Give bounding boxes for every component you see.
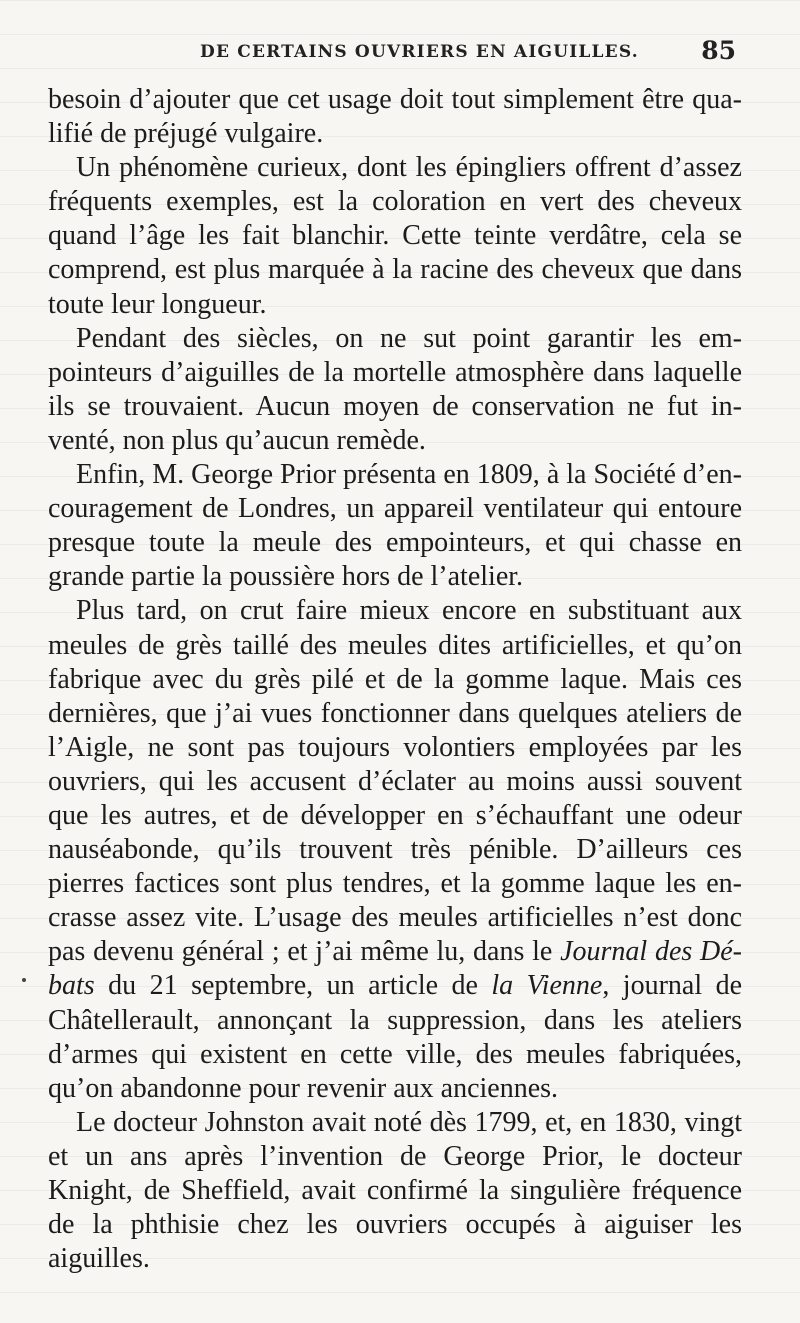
text-segment: , journal de Châtellerault, annonçant la suppression, dans les ateliers d’armes qui existent en cette ville, des meules fabriquées, qu’on abandonne pour revenir aux anciennes. [48, 970, 743, 1104]
text-segment: Le docteur Johnston avait noté dès 1799, et, en 1830, vingt et un ans après l’invention de George Prior, le docteur Knight, de Sheffield, avait confirmé la singulière fréquence de la phthisie chez les ouvriers occupés à aiguiser les aiguilles. [48, 1106, 742, 1275]
paragraph [48, 458, 742, 594]
body-text [48, 83, 742, 1276]
text-segment: Plus tard, on crut faire mieux encore en substituant aux meules de grès taillé des meules dites artificielles, et qu’on fabrique avec du grès pilé et de la gomme laque. Mais ces dernières, que j’ai vues fonctionner dans quelques ateliers de l’Aigle, ne sont pas toujours volontiers employées par les ouvriers, qui les accusent d’éclater au moins aussi souvent que les autres, et de développer en s’échauffant une odeur nauséabonde, qu’ils trouvent très pénible. D’ailleurs ces pierres factices sont plus tendres, et la gomme laque les en-crasse assez vite. L’usage des meules artificielles n’est donc pas devenu général ; et j’ai même lu, dans le [48, 595, 742, 968]
text-segment: Enfin, M. George Prior présenta en 1809, à la Société d’en-couragement de Londres, un appareil ventilateur qui entoure presque toute la meule des empointeurs, et qui chasse en grande partie la poussière hors de l’atelier. [48, 459, 742, 593]
text-segment: besoin d’ajouter que cet usage doit tout simplement être qua-lifié de préjugé vulgaire. [48, 84, 742, 150]
running-head: DE CERTAINS OUVRIERS EN AIGUILLES. [200, 42, 639, 62]
paragraph [48, 322, 742, 458]
text-segment: Un phénomène curieux, dont les épingliers offrent d’assez fréquents exemples, est la coloration en vert des cheveux quand l’âge les fait blanchir. Cette teinte verdâtre, cela se comprend, est plus marquée à la racine des cheveux que dans toute leur longueur. [48, 152, 742, 320]
paragraph [48, 594, 742, 1105]
italic-text-segment: la Vienne [491, 970, 603, 1002]
italic-text-segment: Journal des Dé-bats [48, 936, 742, 1002]
text-segment: du 21 septembre, un article de [94, 970, 492, 1002]
text-segment: Pendant des siècles, on ne sut point garantir les em-pointeurs d’aiguilles de la mortelle atmosphère dans laquelle ils se trouvaient. Aucun moyen de conservation ne fut in-venté, non plus qu’aucun remède. [48, 322, 742, 456]
page-number: 85 [701, 36, 736, 65]
paragraph [48, 1106, 742, 1276]
page-header [48, 36, 738, 76]
margin-dot [22, 978, 26, 982]
paragraph [48, 151, 742, 321]
paragraph [48, 83, 742, 151]
